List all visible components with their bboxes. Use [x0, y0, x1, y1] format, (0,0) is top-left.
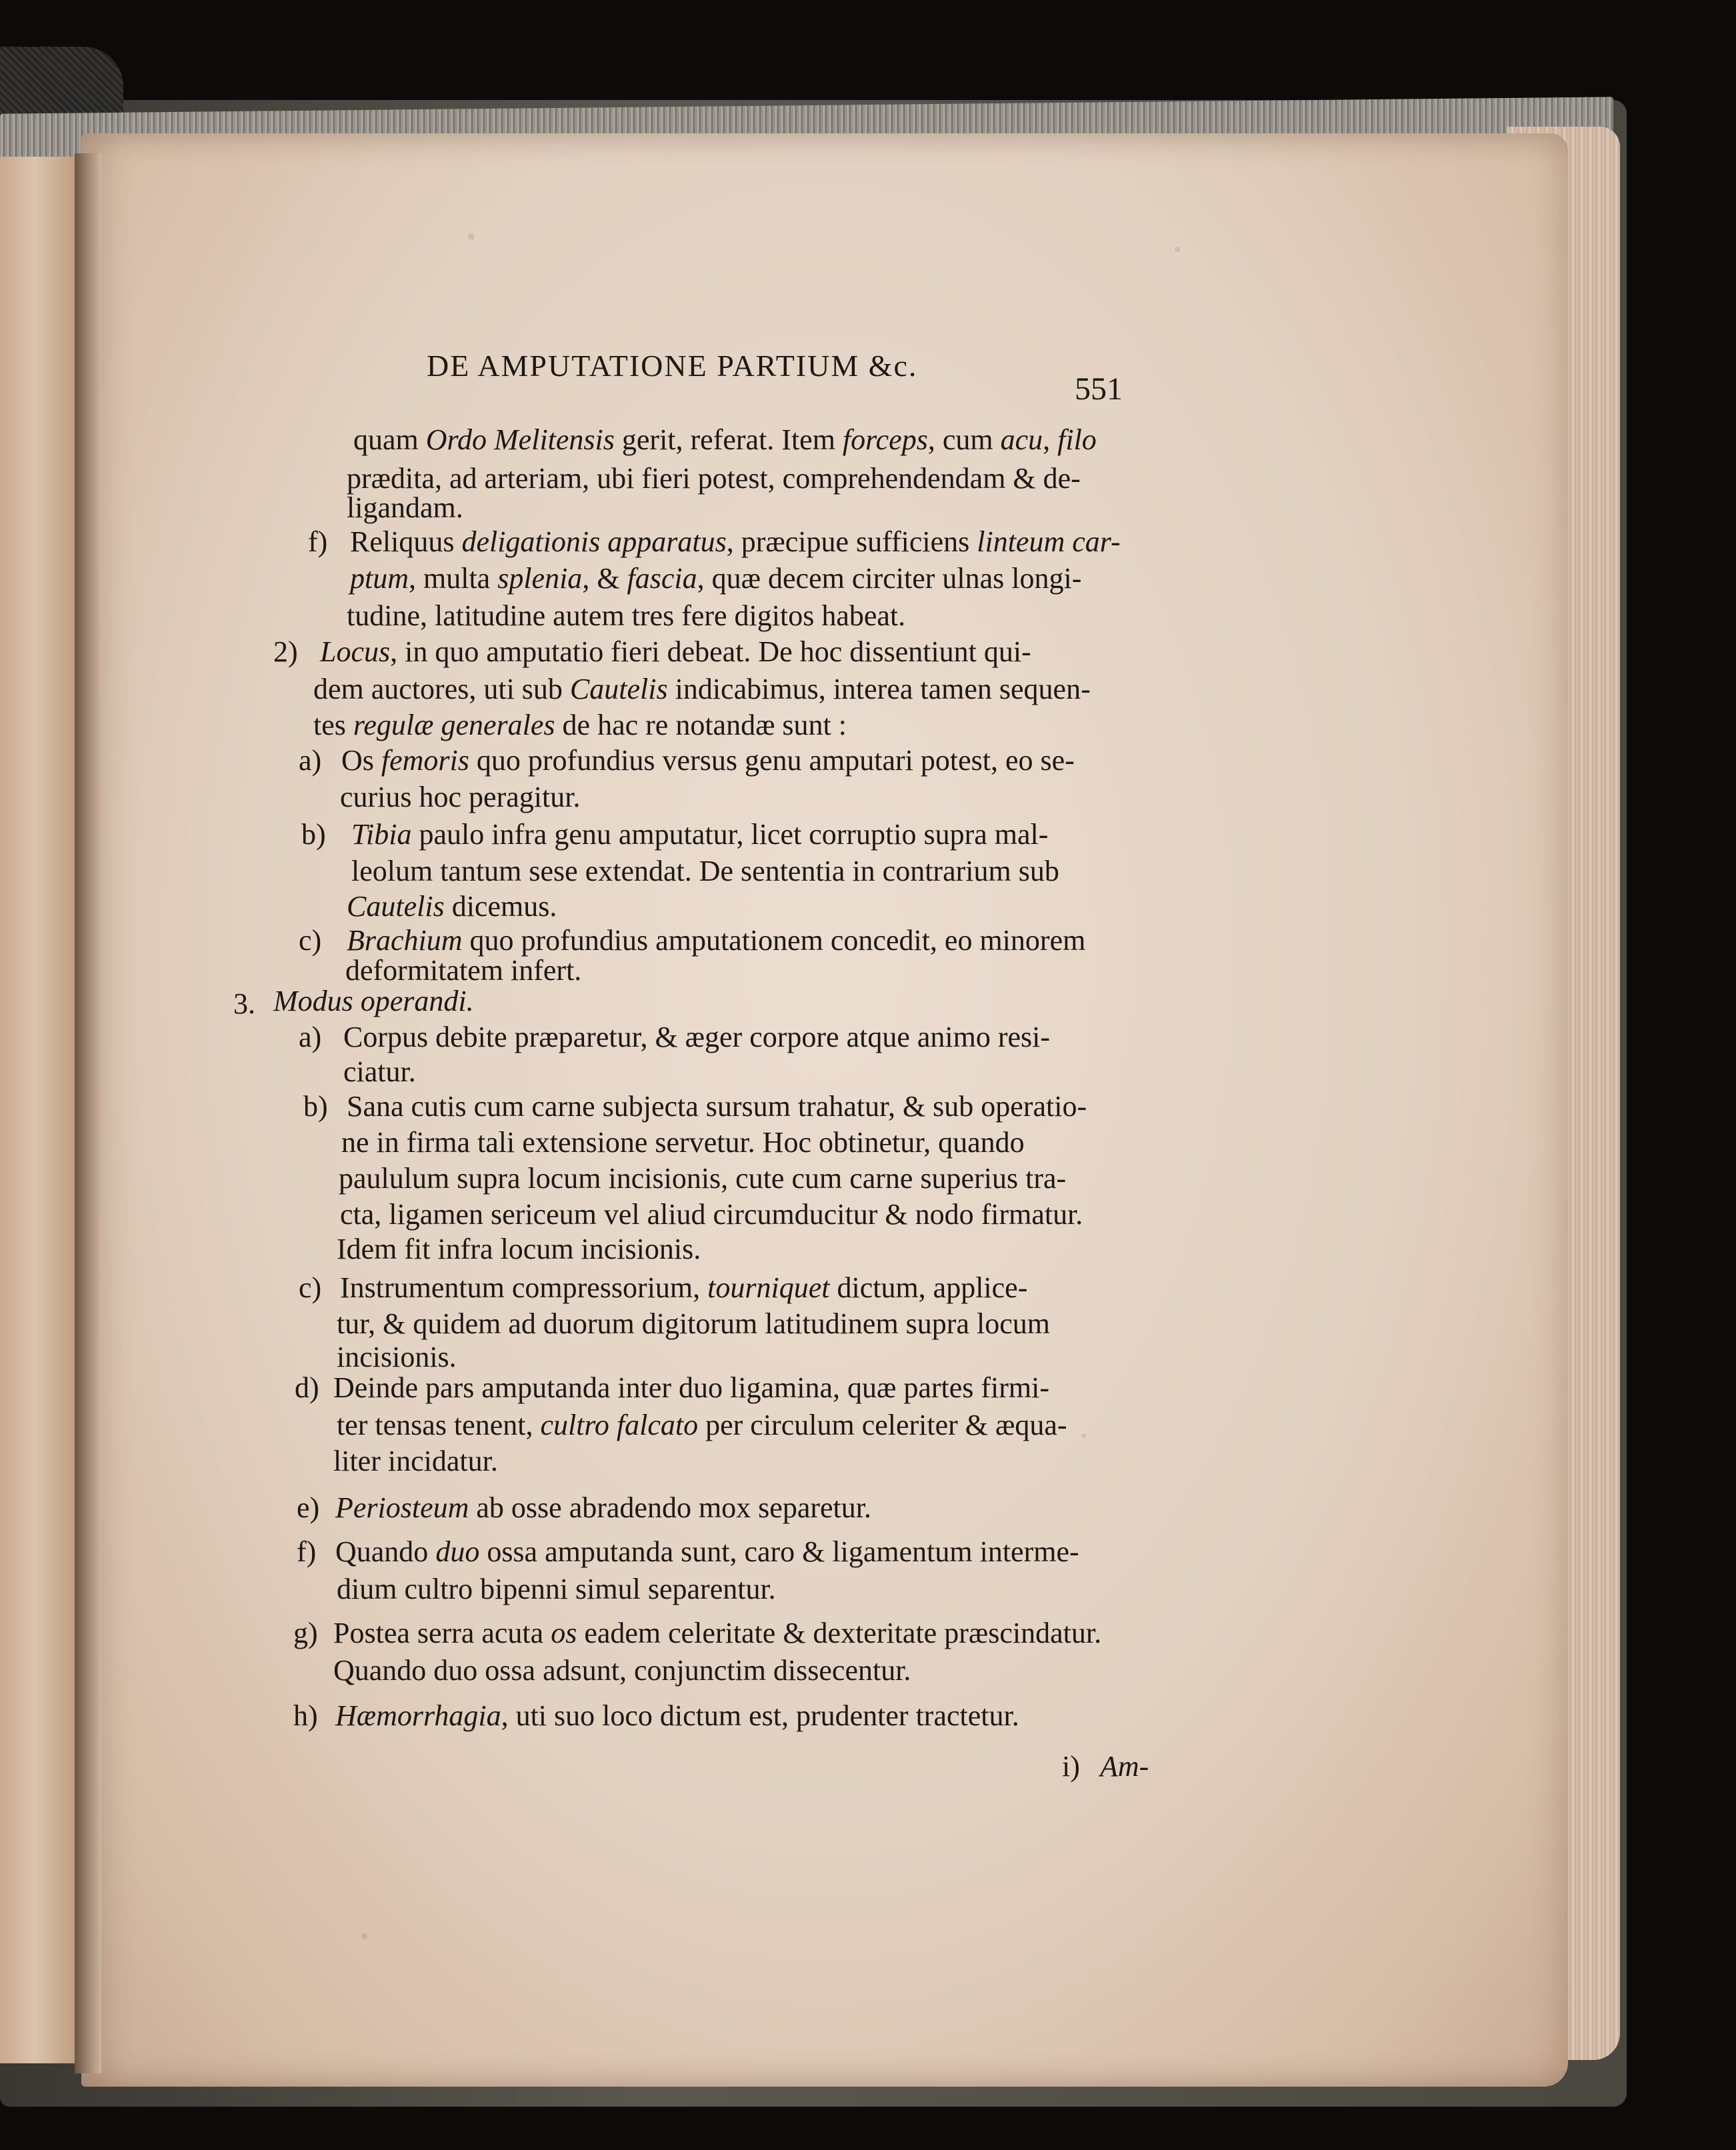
text-line: curius hoc peragitur. — [340, 781, 581, 813]
text-line: incisionis. — [337, 1341, 457, 1373]
text-line: Deinde pars amputanda inter duo ligamina, quæ partes firmi- — [333, 1371, 1050, 1404]
item-label: c) — [299, 1271, 322, 1304]
text-line: ciatur. — [343, 1055, 416, 1088]
text-line: Tibia paulo infra genu amputatur, licet corruptio supra mal- — [351, 818, 1049, 851]
text-line: cta, ligamen sericeum vel aliud circumducitur & nodo firmatur. — [340, 1198, 1083, 1231]
text-line: Hæmorrhagia, uti suo loco dictum est, prudenter tractetur. — [335, 1699, 1019, 1732]
text-line: Cautelis dicemus. — [347, 890, 557, 923]
item-label: f) — [297, 1535, 317, 1568]
running-title: DE AMPUTATIONE PARTIUM &c. — [427, 349, 918, 383]
text-line: Idem fit infra locum incisionis. — [337, 1233, 701, 1265]
item-label: c) — [299, 924, 322, 957]
item-label: e) — [297, 1491, 320, 1524]
text-line: Os femoris quo profundius versus genu amputari potest, eo se- — [341, 744, 1075, 777]
text-line: Reliquus deligationis apparatus, præcipue sufficiens linteum car- — [350, 525, 1121, 558]
text-line: Modus operandi. — [273, 985, 474, 1017]
item-label: d) — [295, 1371, 319, 1404]
item-label: f) — [308, 525, 328, 558]
text-line: Quando duo ossa adsunt, conjunctim dissecentur. — [333, 1654, 911, 1687]
text-line: dium cultro bipenni simul separentur. — [337, 1573, 776, 1605]
item-label: h) — [293, 1699, 318, 1732]
item-label: 3. — [233, 987, 255, 1020]
text-line: ne in firma tali extensione servetur. Hoc obtinetur, quando — [341, 1126, 1025, 1159]
page-number: 551 — [1075, 371, 1123, 407]
text-line: Periosteum ab osse abradendo mox separetur. — [335, 1491, 871, 1524]
text-line: Brachium quo profundius amputationem concedit, eo minorem — [347, 924, 1086, 957]
text-line: ter tensas tenent, cultro falcato per circulum celeriter & æqua- — [337, 1409, 1067, 1441]
text-line: deformitatem infert. — [345, 954, 582, 987]
item-label: 2) — [273, 635, 298, 668]
text-line: Corpus debite præparetur, & æger corpore atque animo resi- — [343, 1021, 1051, 1053]
left-page-edge — [0, 157, 85, 2063]
text-line: Locus, in quo amputatio fieri debeat. De hoc dissentiunt qui- — [320, 635, 1031, 668]
text-line: prædita, ad arteriam, ubi fieri potest, comprehendendam & de- — [347, 462, 1081, 495]
foxing-spot — [1175, 247, 1180, 252]
foxing-spot — [361, 1933, 367, 1939]
text-line: Instrumentum compressorium, tourniquet dictum, applice- — [340, 1271, 1028, 1304]
item-label: i) — [1062, 1750, 1080, 1783]
item-label: a) — [299, 744, 322, 777]
text-line: tur, & quidem ad duorum digitorum latitudinem supra locum — [337, 1307, 1050, 1340]
item-label: g) — [293, 1617, 318, 1649]
catchword: Am- — [1100, 1750, 1149, 1783]
text-line: Postea serra acuta os eadem celeritate & dexteritate præscindatur. — [333, 1617, 1102, 1649]
text-line: Sana cutis cum carne subjecta sursum trahatur, & sub operatio- — [347, 1090, 1087, 1123]
text-line: liter incidatur. — [333, 1445, 498, 1477]
text-line: ligandam. — [347, 491, 463, 524]
foxing-spot — [1081, 1433, 1086, 1438]
text-line: dem auctores, uti sub Cautelis indicabimus, interea tamen sequen- — [313, 673, 1091, 705]
item-label: b) — [301, 818, 326, 851]
text-line: tudine, latitudine autem tres fere digitos habeat. — [347, 599, 906, 632]
text-line: quam Ordo Melitensis gerit, referat. Item forceps, cum acu, filo — [353, 423, 1097, 456]
text-line: paululum supra locum incisionis, cute cum carne superius tra- — [339, 1162, 1067, 1195]
text-line: tes regulæ generales de hac re notandæ sunt : — [313, 709, 847, 741]
item-label: a) — [299, 1021, 322, 1053]
item-label: b) — [303, 1090, 328, 1123]
foxing-spot — [468, 233, 475, 240]
text-line: leolum tantum sese extendat. De sententia in contrarium sub — [351, 855, 1059, 887]
text-line: Quando duo ossa amputanda sunt, caro & ligamentum interme- — [335, 1535, 1079, 1568]
text-line: ptum, multa splenia, & fascia, quæ decem circiter ulnas longi- — [350, 562, 1082, 595]
gutter-shadow — [75, 153, 101, 2073]
